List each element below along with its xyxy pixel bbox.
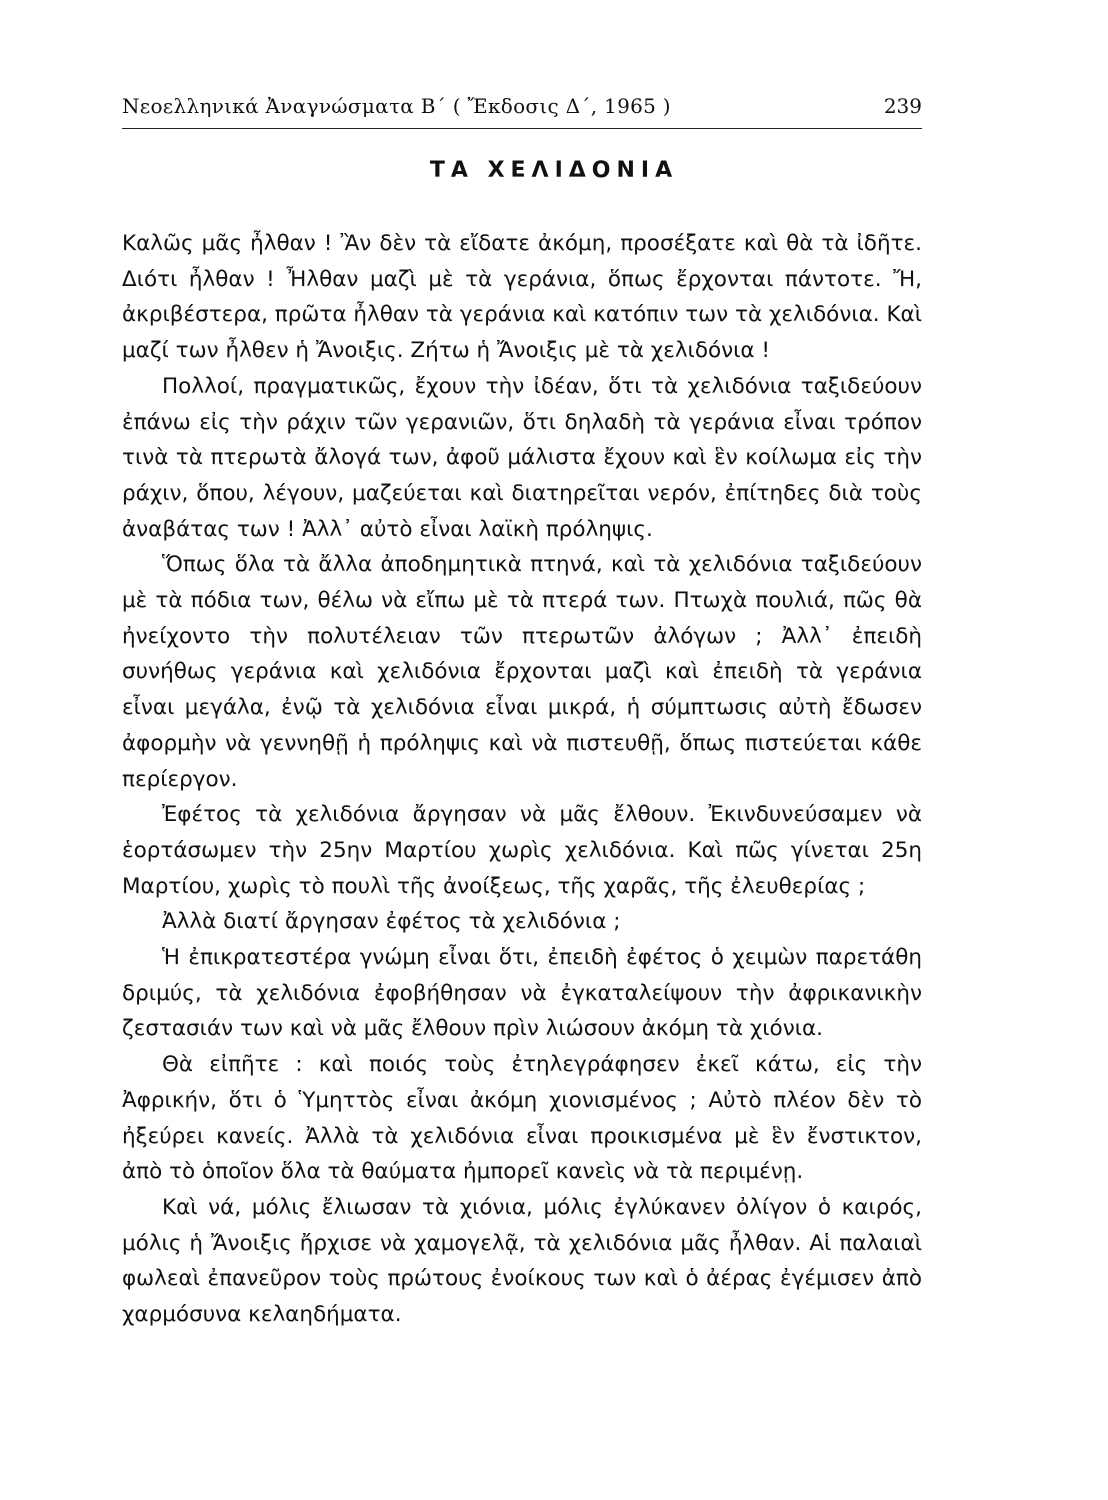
body-text (122, 226, 922, 1333)
paragraph-7: Θὰ εἰπῆτε : καὶ ποιός τοὺς ἐτηλεγράφησεν ἐκεῖ κάτω, εἰς τὴν Ἀφρικήν, ὅτι ὁ Ὑμηττὸς εἶναι ἀκόμη χιονισμένος ; Αὐτὸ πλέον δὲν τὸ ἠξεύρει κανείς. Ἀλλὰ τὰ χελιδόνια εἶναι προικισμένα μὲ ἓν ἔνστικτον, ἀπὸ τὸ ὁποῖον ὅλα τὰ θαύματα ἠμπορεῖ κανεὶς νὰ τὰ περιμένῃ. (122, 1052, 922, 1185)
paragraph-6: Ἡ ἐπικρατεστέρα γνώμη εἶναι ὅτι, ἐπειδὴ ἐφέτος ὁ χειμὼν παρετάθη δριμύς, τὰ χελιδόνια ἐφοβήθησαν νὰ ἐγκαταλείψουν τὴν ἀφρικανικὴν ζεστασιάν των καὶ νὰ μᾶς ἔλθουν πρὶν λιώσουν ἀκόμη τὰ χιόνια. (122, 945, 922, 1042)
chapter-title: ΤΑ ΧΕΛΙΔΟΝΙΑ (429, 158, 679, 183)
paragraph-8: Καὶ νά, μόλις ἔλιωσαν τὰ χιόνια, μόλις ἐγλύκανεν ὀλίγον ὁ καιρός, μόλις ἡ Ἄνοιξις ἤρχισε νὰ χαμογελᾷ, τὰ χελιδόνια μᾶς ἦλθαν. Αἱ παλαιαὶ φωλεαὶ ἐπανεῦρον τοὺς πρώτους ἐνοίκους των καὶ ὁ ἀέρας ἐγέμισεν ἀπὸ χαρμόσυνα κελαηδήματα. (122, 1194, 922, 1328)
page-number: 239 (883, 94, 922, 118)
running-header (122, 88, 922, 129)
paragraph-4: Ἐφέτος τὰ χελιδόνια ἄργησαν νὰ μᾶς ἔλθουν. Ἐκινδυνεύσαμεν νὰ ἑορτάσωμεν τὴν 25ην Μαρτίου χωρὶς χελιδόνια. Καὶ πῶς γίνεται 25η Μαρτίου, χωρὶς τὸ πουλὶ τῆς ἀνοίξεως, τῆς χαρᾶς, τῆς ἐλευθερίας ; (122, 802, 922, 899)
paragraph-3: Ὅπως ὅλα τὰ ἄλλα ἀποδημητικὰ πτηνά, καὶ τὰ χελιδόνια ταξιδεύουν μὲ τὰ πόδια των, θέλω νὰ εἴπω μὲ τὰ πτερά των. Πτωχὰ πουλιά, πῶς θὰ ἠνείχοντο τὴν πολυτέλειαν τῶν πτερωτῶν ἀλόγων ; Ἀλλ᾽ ἐπειδὴ συνήθως γεράνια καὶ χελιδόνια ἔρχονται μαζὶ καὶ ἐπειδὴ τὰ γεράνια εἶναι μεγάλα, ἐνῷ τὰ χελιδόνια εἶναι μικρά, ἡ σύμπτωσις αὐτὴ ἔδωσεν ἀφορμὴν νὰ γεννηθῇ ἡ πρόληψις καὶ νὰ πιστευθῇ, ὅπως πιστεύεται κάθε περίεργον. (122, 552, 922, 792)
header-book-title: Νεοελληνικά Ἀναγνώσματα Β΄ ( Ἔκδοσις Δ΄, 1965 ) (122, 94, 671, 118)
paragraph-5: Ἀλλὰ διατί ἄργησαν ἐφέτος τὰ χελιδόνια ; (162, 909, 621, 935)
paragraph-2: Πολλοί, πραγματικῶς, ἔχουν τὴν ἰδέαν, ὅτι τὰ χελιδόνια ταξιδεύουν ἐπάνω εἰς τὴν ράχιν τῶν γερανιῶν, ὅτι δηλαδὴ τὰ γεράνια εἶναι τρόπον τινὰ τὰ πτερωτὰ ἄλογά των, ἀφοῦ μάλιστα ἔχουν καὶ ἓν κοίλωμα εἰς τὴν ράχιν, ὅπου, λέγουν, μαζεύεται καὶ διατηρεῖται νερόν, ἐπίτηδες διὰ τοὺς ἀναβάτας των ! Ἀλλ᾽ αὐτὸ εἶναι λαϊκὴ πρόληψις. (122, 373, 922, 542)
paragraph-1: Καλῶς μᾶς ἦλθαν ! Ἂν δὲν τὰ εἴδατε ἀκόμη, προσέξατε καὶ θὰ τὰ ἰδῆτε. Διότι ἦλθαν ! Ἦλθαν μαζὶ μὲ τὰ γεράνια, ὅπως ἔρχονται πάντοτε. Ἤ, ἀκριβέστερα, πρῶτα ἦλθαν τὰ γεράνια καὶ κατόπιν των τὰ χελιδόνια. Καὶ μαζί των ἦλθεν ἡ Ἄνοιξις. Ζήτω ἡ Ἄνοιξις μὲ τὰ χελιδόνια ! (122, 231, 922, 364)
